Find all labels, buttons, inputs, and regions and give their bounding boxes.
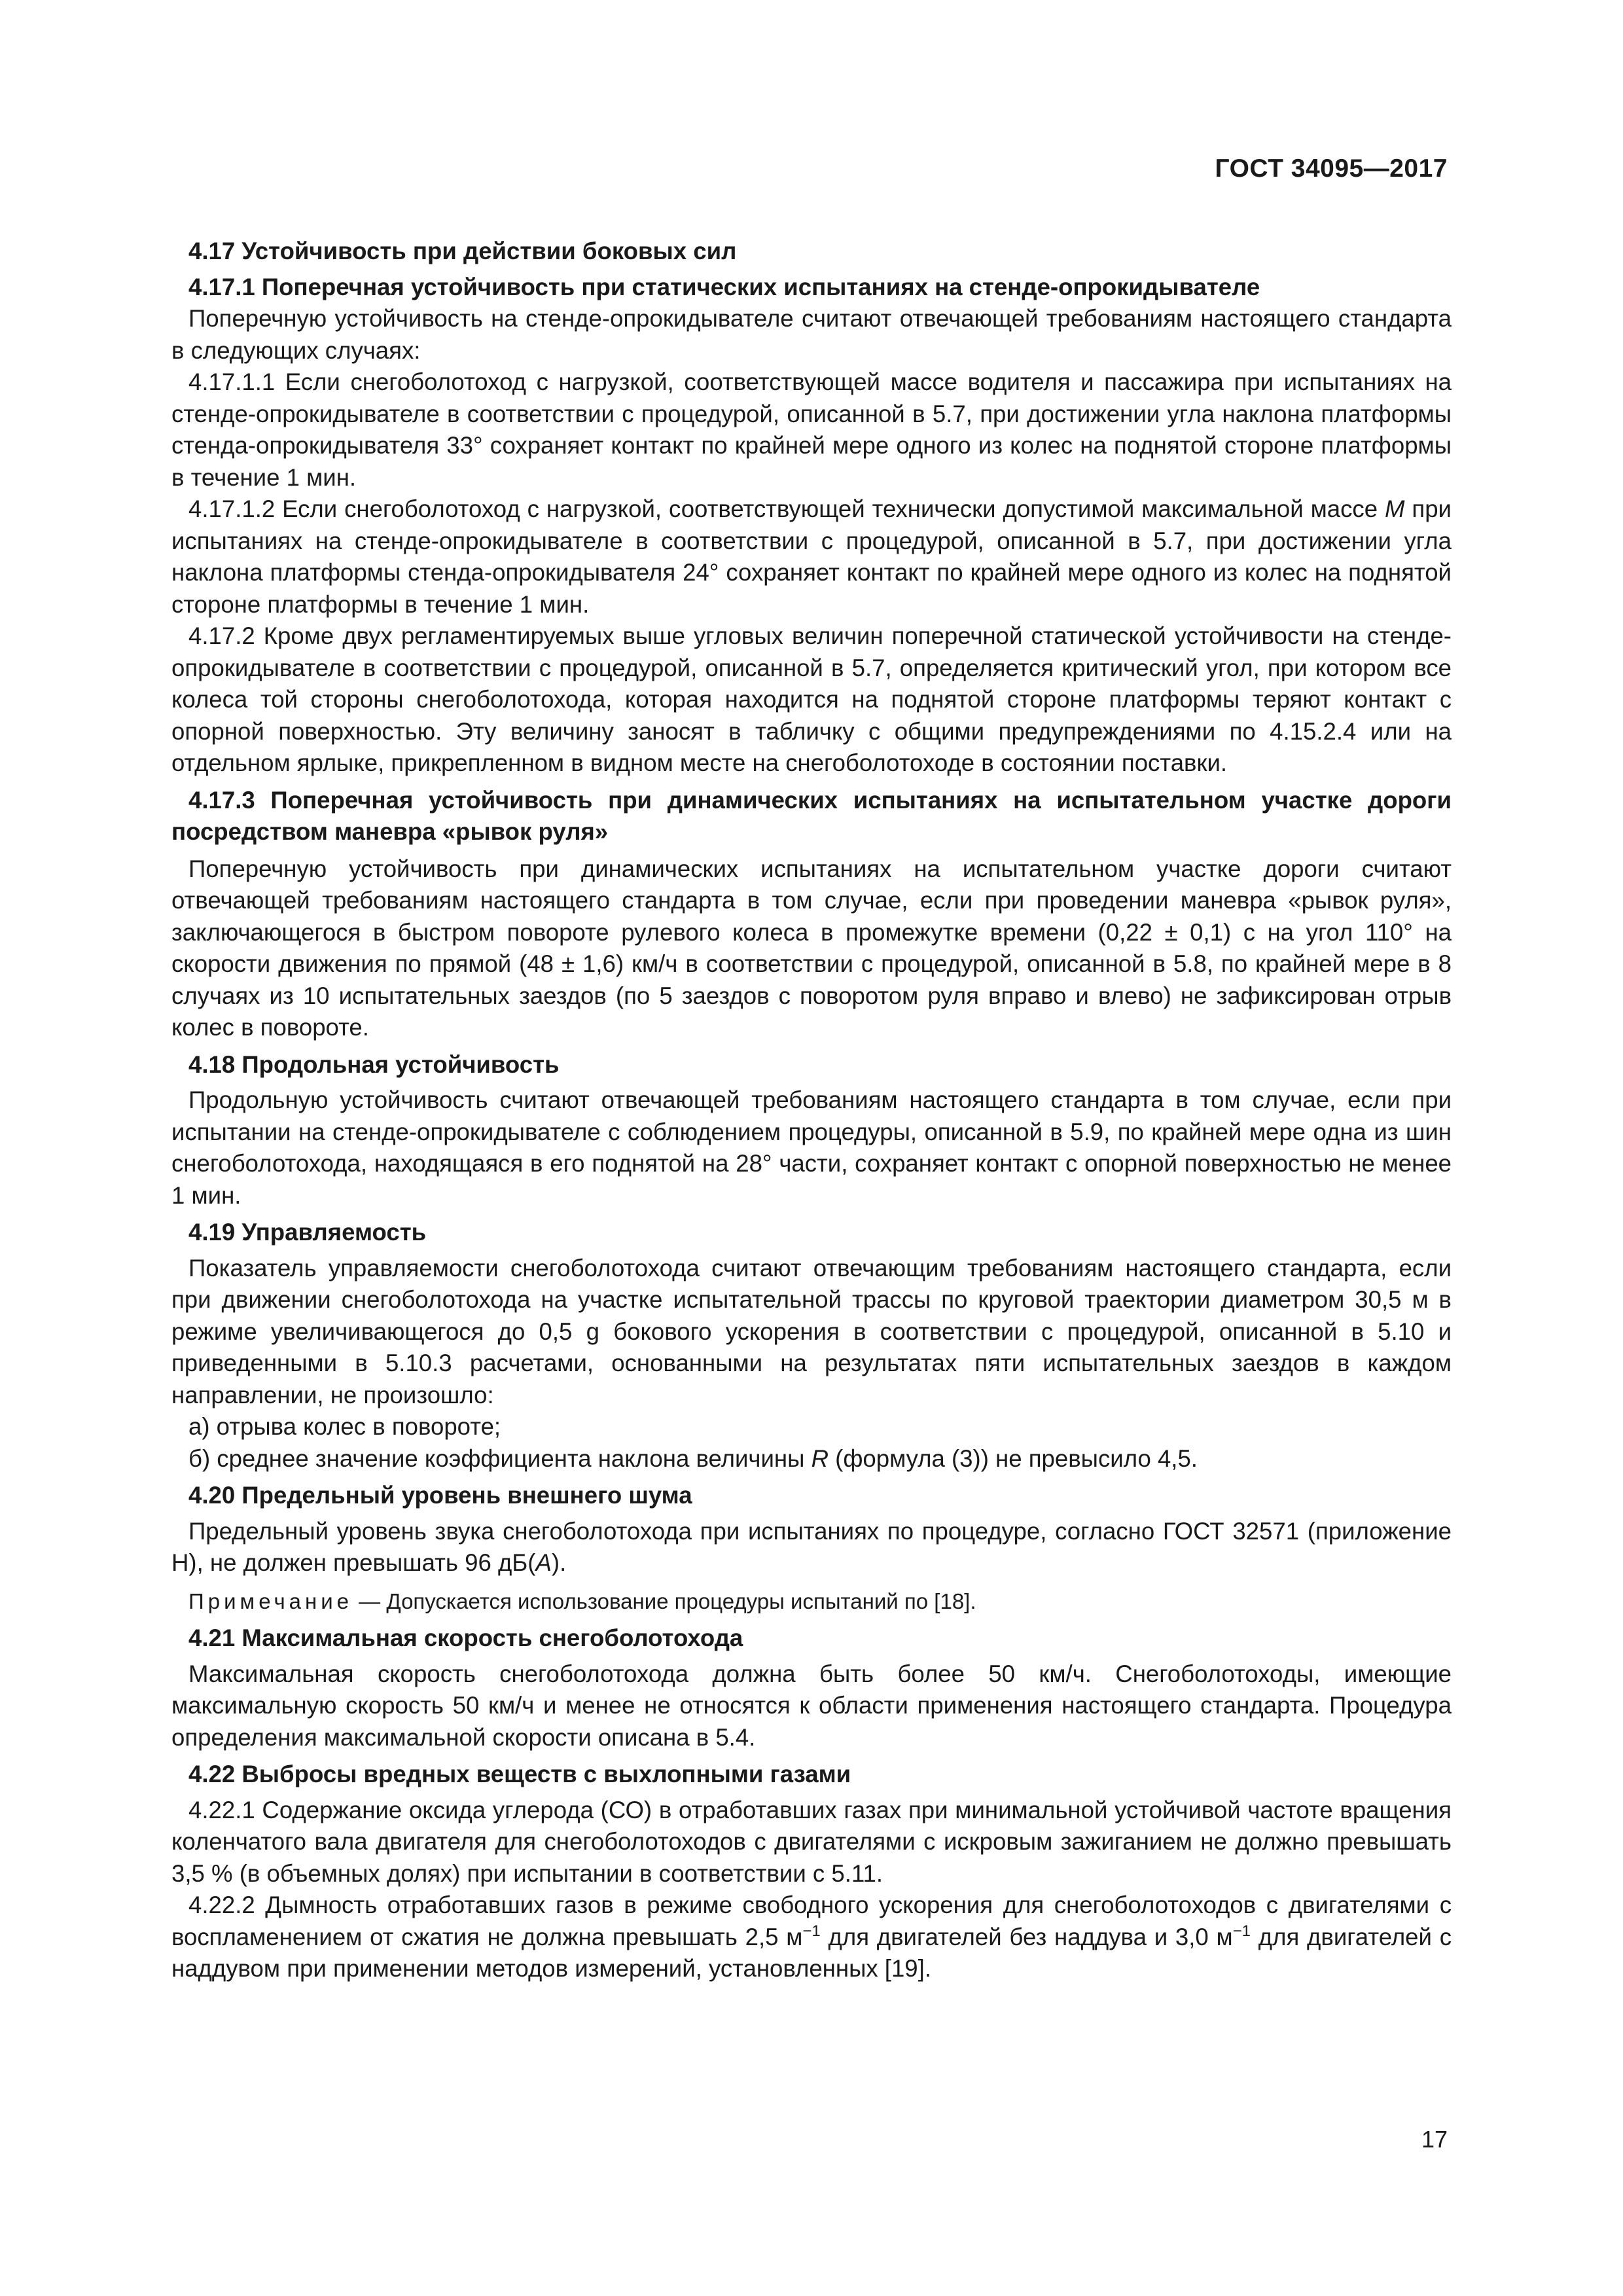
text-run: 4.17.1.2 Если снегоболотоход с нагрузкой, соответствующей технически допустимой максимальной массе — [188, 495, 1385, 522]
text-run: ). — [551, 1549, 567, 1576]
paragraph-4-17-3: Поперечную устойчивость при динамических испытаниях на испытательном участке дороги считают отвечающей требованиям настоящего стандарта в том случае, если при проведении маневра «рывок руля», заключающегося в быстром повороте рулевого колеса в промежутке времени (0,22 ± 0,1) с на угол 110° на скорости движения по прямой (48 ± 1,6) км/ч в соответствии с процедурой, описанной в 5.8, по крайней мере в 8 случаях из 10 испытательных заездов (по 5 заездов с поворотом руля вправо и влево) не зафиксирован отрыв колес в повороте. — [171, 855, 1452, 1041]
note-label: Примечание — [188, 1588, 353, 1613]
text-run: (формула (3)) не превысило 4,5. — [828, 1444, 1198, 1472]
section-heading-4-17: 4.17 Устойчивость при действии боковых сил — [188, 238, 737, 264]
list-item-b — [171, 1443, 1452, 1475]
paragraph-4-20 — [171, 1516, 1452, 1579]
paragraph-4-17-1-1: 4.17.1.1 Если снегоболотоход с нагрузкой, соответствующей массе водителя и пассажира при испытаниях на стенде-опрокидывателе в соответствии с процедурой, описанной в 5.7, при достижении угла наклона платформы стенда-опрокидывателя 33° сохраняет контакт по крайней мере одного из колес на поднятой стороне платформы в течение 1 мин. — [171, 368, 1452, 491]
section-heading-4-21: 4.21 Максимальная скорость снегоболотохода — [188, 1624, 743, 1651]
section-heading-4-18: 4.18 Продольная устойчивость — [188, 1050, 560, 1078]
paragraph-4-17-1-2 — [171, 493, 1452, 620]
variable-R: R — [811, 1444, 829, 1472]
paragraph-4-17-2: 4.17.2 Кроме двух регламентируемых выше угловых величин поперечной статической устойчивости на стенде-опрокидывателе в соответствии с процедурой, описанной в 5.7, определяется критический угол, при котором все колеса той стороны снегоболотохода, которая находится на поднятой стороне платформы теряют контакт с опорной поверхностью. Эту величину заносят в табличку с общими предупреждениями по 4.15.2.4 или на отдельном ярлыке, прикрепленном в видном месте на снегоболотоходе в состоянии поставки. — [171, 622, 1452, 776]
superscript-minus-one: −1 — [802, 1922, 821, 1940]
paragraph-4-21: Максимальная скорость снегоболотохода должна быть более 50 км/ч. Снегоболотоходы, имеющие максимальную скорость 50 км/ч и менее не относятся к области применения настоящего стандарта. Процедура определения максимальной скорости описана в 5.4. — [171, 1660, 1452, 1751]
text-run: 4.22.2 Дымность отработавших газов в режиме свободного ускорения для снегоболотоходов с двигателями с воспламенением от сжатия не должна превышать 2,5 м — [171, 1892, 1452, 1950]
text-run: для двигателей с наддувом при применении методов измерений, установленных [19]. — [171, 1923, 1452, 1982]
variable-M: M — [1384, 495, 1405, 522]
subsection-heading-4-17-3: 4.17.3 Поперечная устойчивость при динамических испытаниях на испытательном участке дороги посредством маневра «рывок руля» — [171, 786, 1452, 845]
text-run: при испытаниях на стенде-опрокидывателе в соответствии с процедурой, описанной в 5.7, при достижении угла наклона платформы стенда-опрокидывателя 24° сохраняет контакт по крайней мере одного из колес на поднятой стороне платформы в течение 1 мин. — [171, 495, 1452, 618]
text-run: для двигателей без наддува и 3,0 м — [820, 1923, 1233, 1950]
section-heading-4-22: 4.22 Выбросы вредных веществ с выхлопными газами — [188, 1761, 851, 1787]
paragraph-4-19: Показатель управляемости снегоболотохода считают отвечающим требованиям настоящего стандарта, если при движении снегоболотохода на участке испытательной трассы по круговой траектории диаметром 30,5 м в режиме увеличивающегося до 0,5 g бокового ускорения в соответствии с процедурой, описанной в 5.10 и приведенными в 5.10.3 расчетами, основанными на результатах пяти испытательных заездов в каждом направлении, не произошло: — [171, 1254, 1452, 1408]
list-item-a: а) отрыва колес в повороте; — [188, 1413, 501, 1440]
document-body — [171, 230, 1452, 1985]
note-text: — Допускается использование процедуры испытаний по [18]. — [353, 1588, 976, 1613]
note-4-20 — [171, 1586, 1452, 1618]
variable-A: A — [535, 1549, 552, 1576]
section-heading-4-20: 4.20 Предельный уровень внешнего шума — [188, 1482, 692, 1509]
document-header-standard-id: ГОСТ 34095—2017 — [1215, 154, 1448, 183]
section-heading-4-19: 4.19 Управляемость — [188, 1219, 427, 1246]
paragraph-4-17-1-intro: Поперечную устойчивость на стенде-опрокидывателе считают отвечающей требованиям настоящего стандарта в следующих случаях: — [171, 305, 1452, 364]
text-run: б) среднее значение коэффициента наклона величины — [188, 1444, 812, 1472]
superscript-minus-one: −1 — [1232, 1922, 1251, 1940]
paragraph-4-22-2 — [171, 1890, 1452, 1985]
paragraph-4-18: Продольную устойчивость считают отвечающей требованиям настоящего стандарта в том случае, если при испытании на стенде-опрокидывателе с соблюдением процедуры, описанной в 5.9, по крайней мере одна из шин снегоболотохода, находящаяся в его поднятой на 28° части, сохраняет контакт с опорной поверхностью не менее 1 мин. — [171, 1086, 1452, 1209]
page-number: 17 — [1421, 2126, 1448, 2153]
subsection-heading-4-17-1: 4.17.1 Поперечная устойчивость при статических испытаниях на стенде-опрокидывателе — [188, 273, 1260, 300]
paragraph-4-22-1: 4.22.1 Содержание оксида углерода (СО) в отработавших газах при минимальной устойчивой частоте вращения коленчатого вала двигателя для снегоболотоходов с двигателями с искровым зажиганием не должно превышать 3,5 % (в объемных долях) при испытании в соответствии с 5.11. — [171, 1796, 1452, 1887]
text-run: Предельный уровень звука снегоболотохода при испытаниях по процедуре, согласно ГОСТ 32571 (приложение Н), не должен превышать 96 дБ( — [171, 1517, 1452, 1576]
